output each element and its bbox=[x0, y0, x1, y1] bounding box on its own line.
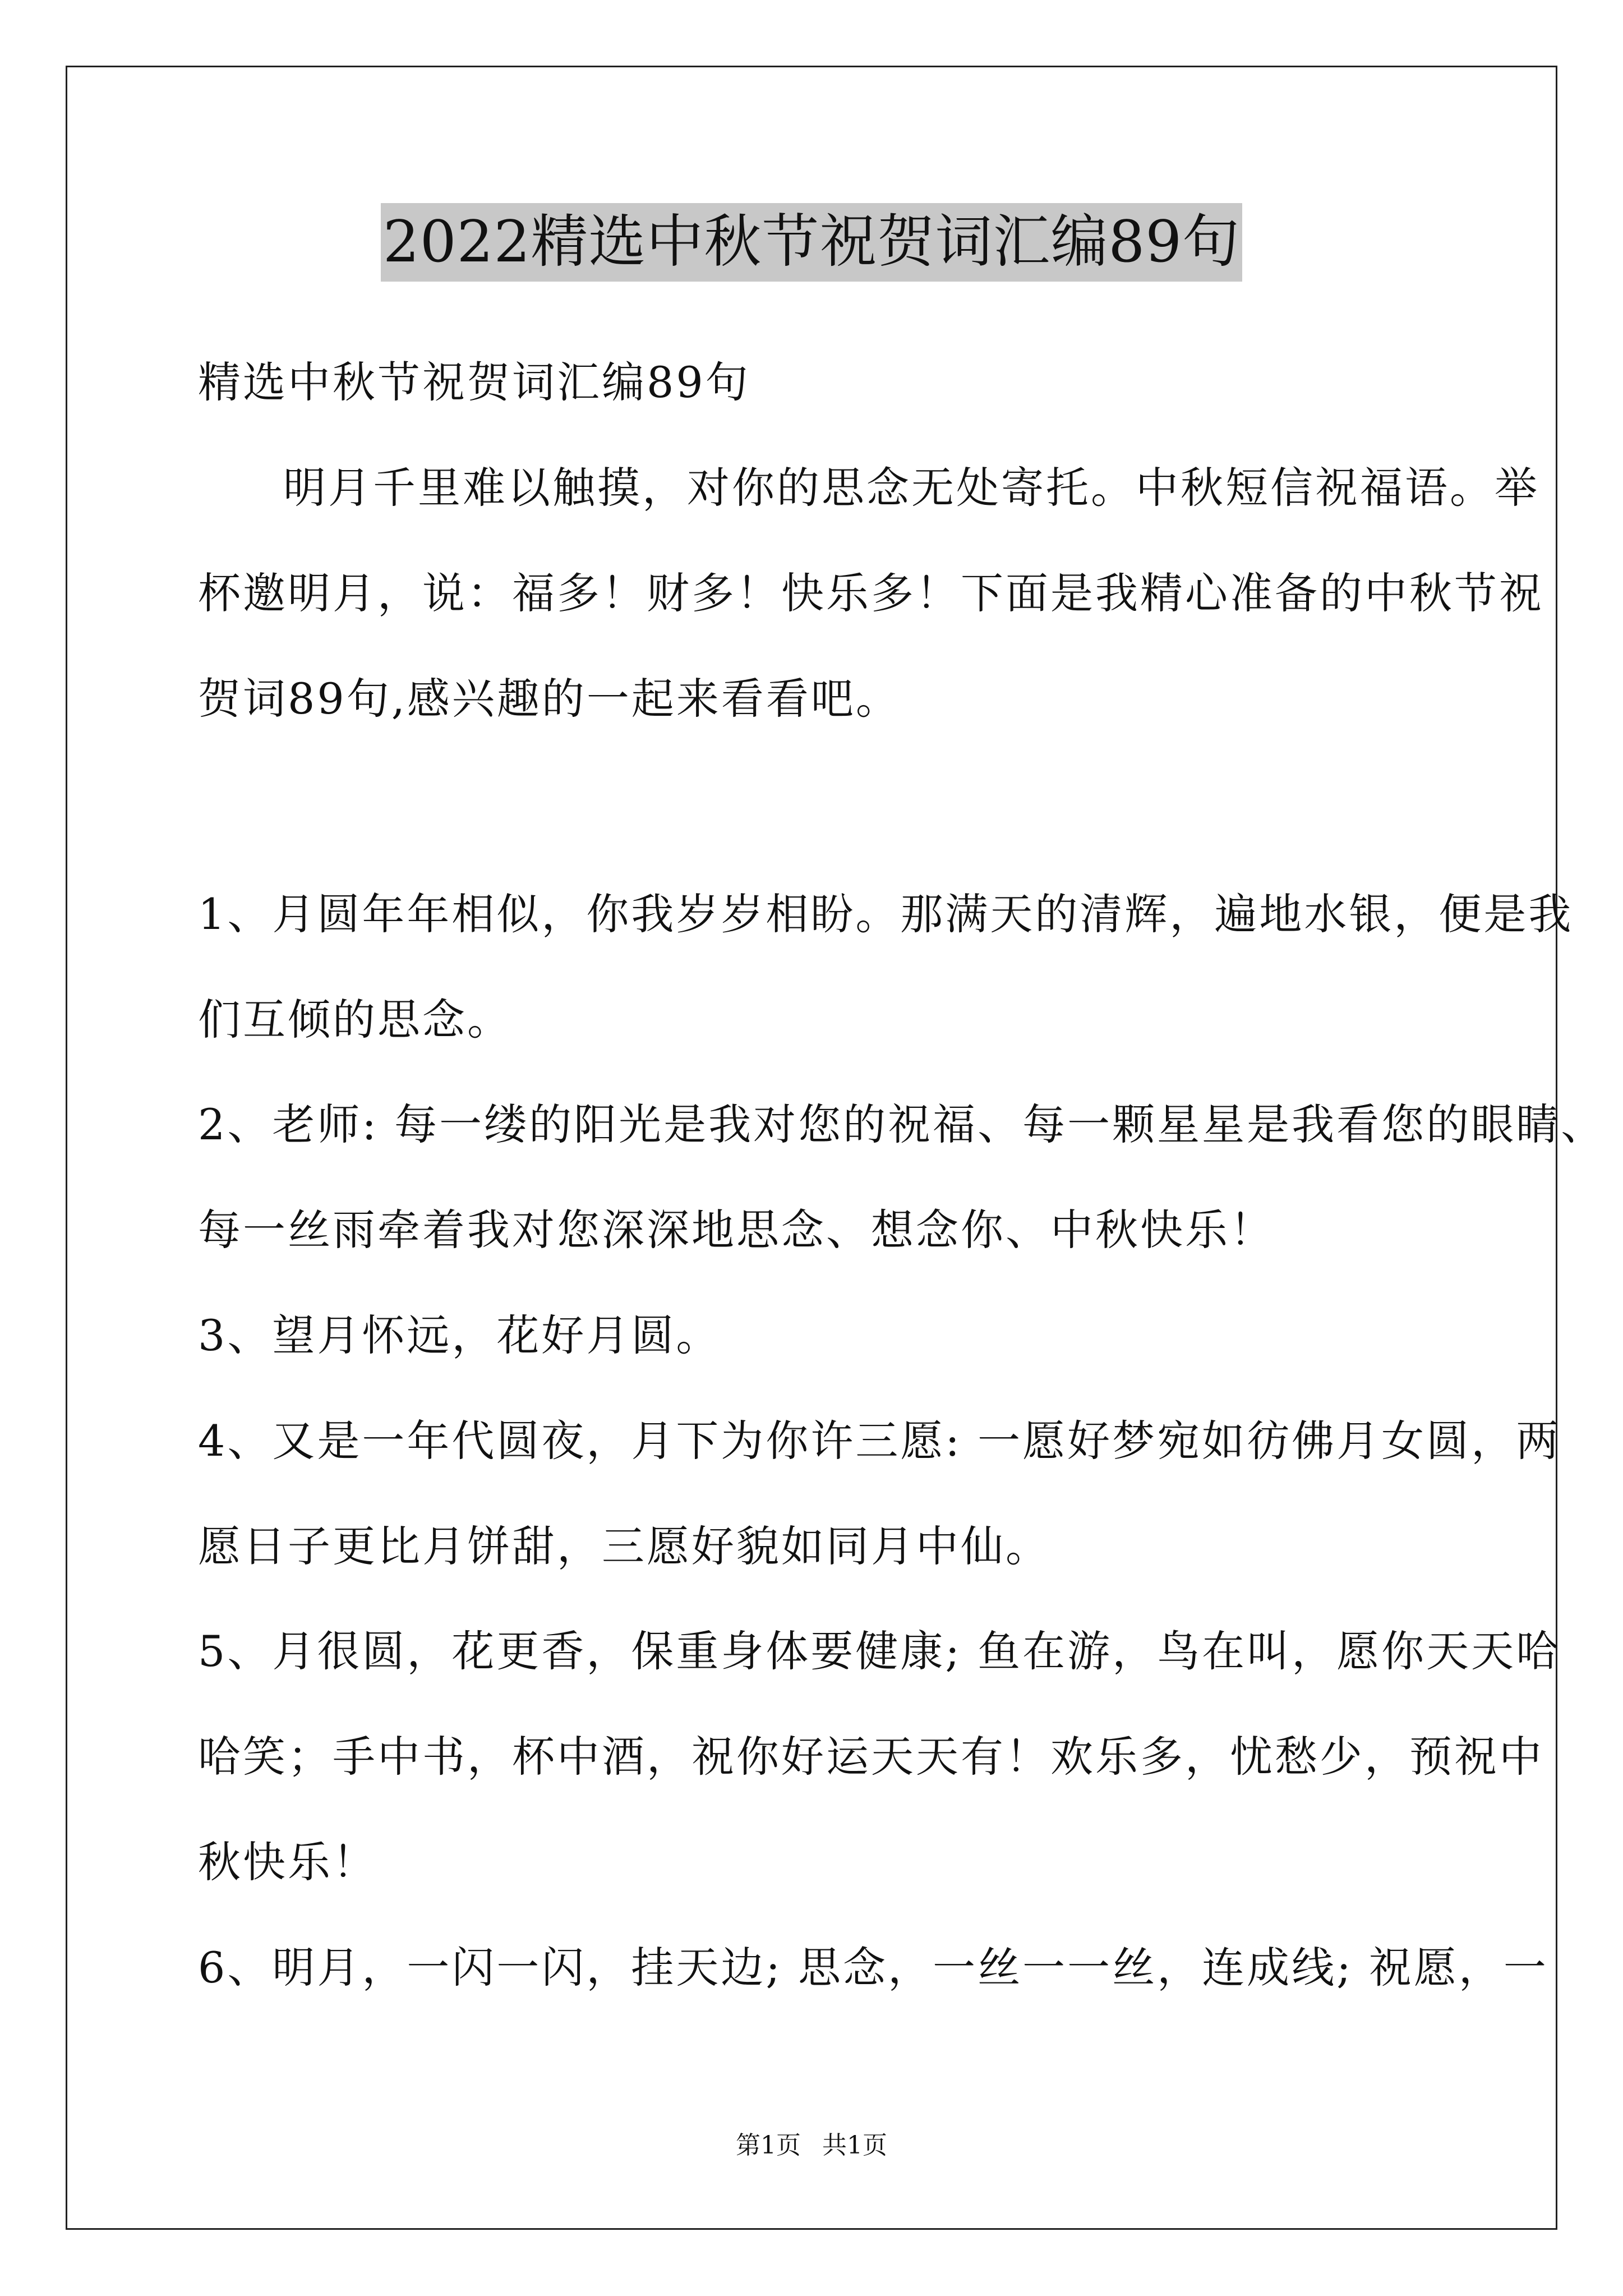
intro-line-3: 贺词89句,感兴趣的一起来看看吧。 bbox=[198, 674, 901, 724]
paragraph-line: 哈笑；手中书，杯中酒，祝你好运天天有！欢乐多，忧愁少，预祝中 bbox=[198, 1732, 1544, 1782]
title-container bbox=[0, 203, 1623, 282]
paragraph-line: 4、又是一年代圆夜，月下为你许三愿: 一愿好梦宛如彷佛月女圆，两 bbox=[198, 1416, 1561, 1466]
paragraph-line: 6、明月，一闪一闪，挂天边; 思念，一丝一一丝，连成线; 祝愿，一 bbox=[198, 1943, 1548, 1993]
paragraph-line: 5、月很圆，花更香，保重身体要健康; 鱼在游，鸟在叫，愿你天天哈 bbox=[198, 1626, 1561, 1676]
page-total: 共1页 bbox=[822, 2131, 887, 2160]
page-footer bbox=[0, 2129, 1623, 2162]
intro-line-2: 杯邀明月，说：福多！财多！快乐多！下面是我精心准备的中秋节祝 bbox=[198, 568, 1544, 618]
document-subtitle: 精选中秋节祝贺词汇编89句 bbox=[198, 357, 750, 407]
paragraph-line: 们互倾的思念。 bbox=[198, 995, 512, 1045]
paragraph-line: 愿日子更比月饼甜，三愿好貌如同月中仙。 bbox=[198, 1521, 1050, 1571]
document-title: 2022精选中秋节祝贺词汇编89句 bbox=[381, 203, 1242, 282]
intro-line-1: 明月千里难以触摸，对你的思念无处寄托。中秋短信祝福语。举 bbox=[283, 463, 1539, 513]
page-number: 第1页 bbox=[736, 2131, 801, 2160]
paragraph-line: 1、月圆年年相似，你我岁岁相盼。那满天的清辉，遍地水银，便是我 bbox=[198, 889, 1574, 939]
paragraph-line: 3、望月怀远，花好月圆。 bbox=[198, 1310, 721, 1360]
paragraph-line: 秋快乐！ bbox=[198, 1837, 377, 1887]
paragraph-line: 每一丝雨牵着我对您深深地思念、想念你、中秋快乐！ bbox=[198, 1205, 1275, 1255]
paragraph-line: 2、老师: 每一缕的阳光是我对您的祝福、每一颗星星是我看您的眼睛、 bbox=[198, 1099, 1606, 1149]
